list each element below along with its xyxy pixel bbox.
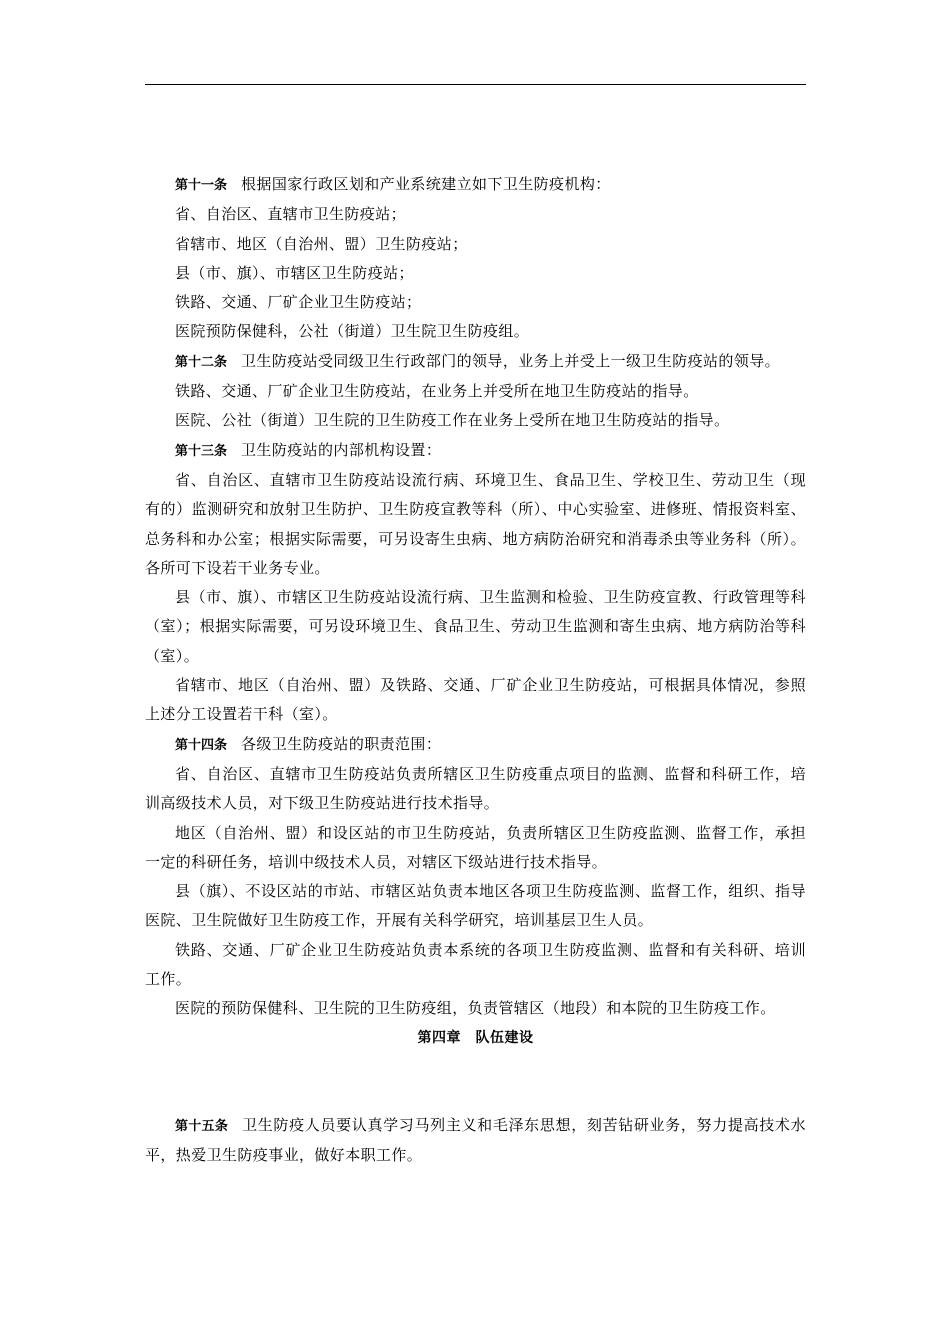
- article-15: [145, 1111, 806, 1171]
- paragraph: 铁路、交通、厂矿企业卫生防疫站，在业务上并受所在地卫生防疫站的指导。: [175, 382, 699, 401]
- article-text: 卫生防疫站的内部机构设置：: [241, 440, 442, 459]
- paragraph: 医院的预防保健科、卫生院的卫生防疫组，负责管辖区（地段）和本院的卫生防疫工作。: [175, 999, 776, 1018]
- paragraph: 县（市、旗）、市辖区卫生防疫站设流行病、卫生监测和检验、卫生防疫宣教、行政管理等科（室）；根据实际需要，可另设环境卫生、食品卫生、劳动卫生监测和寄生虫病、地方病防治等科（室）。: [145, 588, 806, 665]
- article-11: [145, 170, 806, 200]
- paragraph: 省辖市、地区（自治州、盟）及铁路、交通、厂矿企业卫生防疫站，可根据具体情况，参照上述分工设置若干科（室）。: [145, 676, 806, 724]
- article-text: 各级卫生防疫站的职责范围：: [241, 734, 442, 753]
- paragraph: 省、自治区、直辖市卫生防疫站设流行病、环境卫生、食品卫生、学校卫生、劳动卫生（现有的）监测研究和放射卫生防护、卫生防疫宣教等科（所）、中心实验室、进修班、情报资料室、总务科和办公室；根据实际需要，可另设寄生虫病、地方病防治研究和消毒杀虫等业务科（所）。各所可下设若干业务专业。: [145, 470, 806, 577]
- paragraph: 地区（自治州、盟）和设区站的市卫生防疫站，负责所辖区卫生防疫监测、监督工作，承担一定的科研任务，培训中级技术人员，对辖区下级站进行技术指导。: [145, 823, 806, 871]
- chapter-heading: 第四章 队伍建设: [417, 1029, 534, 1046]
- article-text: 卫生防疫站受同级卫生行政部门的领导，业务上并受上一级卫生防疫站的领导。: [241, 351, 781, 370]
- article-text: 卫生防疫人员要认真学习马列主义和毛泽东思想，刻苦钻研业务，努力提高技术水平，热爱卫生防疫事业，做好本职工作。: [145, 1115, 806, 1165]
- article-number: 第十三条: [175, 443, 228, 459]
- paragraph: 铁路、交通、厂矿企业卫生防疫站；: [175, 293, 422, 312]
- article-number: 第十二条: [175, 354, 228, 370]
- header-rule: [145, 84, 806, 85]
- spacer: [145, 1053, 806, 1111]
- paragraph: 省辖市、地区（自治州、盟）卫生防疫站；: [175, 234, 468, 253]
- article-number: 第十五条: [175, 1118, 229, 1134]
- paragraph: 铁路、交通、厂矿企业卫生防疫站负责本系统的各项卫生防疫监测、监督和有关科研、培训工作。: [145, 940, 806, 989]
- article-number: 第十四条: [175, 737, 228, 753]
- paragraph: 省、自治区、直辖市卫生防疫站；: [175, 205, 407, 224]
- paragraph: 县（市、旗）、市辖区卫生防疫站；: [175, 263, 414, 282]
- article-number: 第十一条: [175, 178, 228, 193]
- article-13: [145, 436, 806, 466]
- paragraph: 医院、公社（街道）卫生院的卫生防疫工作在业务上受所在地卫生防疫站的指导。: [175, 411, 730, 430]
- paragraph: 县（旗）、不设区站的市站、市辖区站负责本地区各项卫生防疫监测、监督工作，组织、指导医院、卫生院做好卫生防疫工作，开展有关科学研究，培训基层卫生人员。: [145, 882, 806, 930]
- document-body: [145, 170, 806, 1171]
- paragraph: 医院预防保健科，公社（街道）卫生院卫生防疫组。: [175, 322, 530, 341]
- paragraph: 省、自治区、直辖市卫生防疫站负责所辖区卫生防疫重点项目的监测、监督和科研工作，培训高级技术人员，对下级卫生防疫站进行技术指导。: [145, 764, 806, 813]
- article-14: [145, 730, 806, 760]
- article-12: [145, 347, 806, 377]
- article-text: 根据国家行政区划和产业系统建立如下卫生防疫机构：: [241, 175, 611, 193]
